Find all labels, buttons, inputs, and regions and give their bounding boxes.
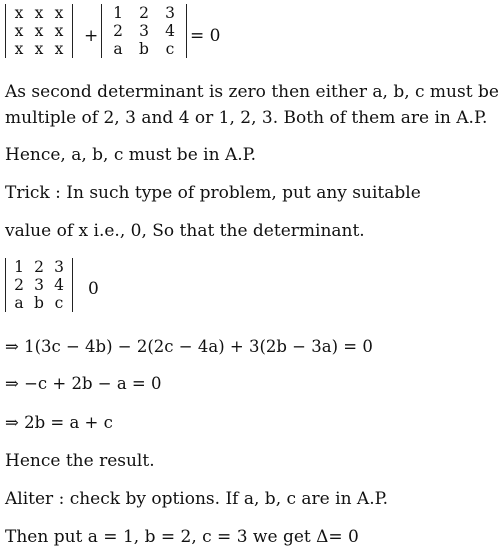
determinant-value: 0 (88, 279, 99, 299)
equation-line: ⇒ 2b = a + c (5, 413, 113, 432)
matrix-cell: x (54, 4, 64, 22)
paragraph-line: value of x i.e., 0, So that the determinant. (5, 221, 365, 241)
matrix-cell: 2 (139, 4, 149, 22)
matrix-cell: c (54, 294, 64, 312)
matrix-cell: x (14, 40, 24, 58)
matrix-cell: b (139, 40, 149, 58)
matrix-cell: x (34, 22, 44, 40)
matrix-cell: 1 (14, 258, 24, 276)
paragraph-line: multiple of 2, 3 and 4 or 1, 2, 3. Both of them are in A.P. (5, 108, 488, 128)
matrix-cell: 4 (54, 276, 64, 294)
plus-sign: + (84, 26, 99, 46)
paragraph-line: Then put a = 1, b = 2, c = 3 we get Δ= 0 (5, 527, 359, 547)
matrix-cell: a (14, 294, 24, 312)
matrix-cell: 3 (139, 22, 149, 40)
determinant-number-matrix (101, 4, 187, 58)
paragraph-line: Hence the result. (5, 451, 155, 471)
paragraph-line: Hence, a, b, c must be in A.P. (5, 145, 257, 165)
determinant-x-matrix (5, 4, 73, 58)
matrix-cell: 4 (165, 22, 175, 40)
matrix-cell: x (14, 4, 24, 22)
equation-line: ⇒ −c + 2b − a = 0 (5, 374, 162, 393)
matrix-cell: x (34, 40, 44, 58)
matrix-cell: 3 (165, 4, 175, 22)
matrix-cell: c (165, 40, 175, 58)
matrix-cell: 1 (113, 4, 123, 22)
matrix-cell: b (34, 294, 44, 312)
equals-zero: = 0 (190, 26, 221, 46)
paragraph-line: As second determinant is zero then either a, b, c must be (5, 82, 499, 102)
matrix-cell: 2 (34, 258, 44, 276)
matrix-cell: 3 (54, 258, 64, 276)
matrix-cell: x (54, 40, 64, 58)
matrix-cell: 3 (34, 276, 44, 294)
matrix-cell: 2 (14, 276, 24, 294)
matrix-cell: 2 (113, 22, 123, 40)
determinant-substituted (5, 258, 73, 312)
matrix-cell: a (113, 40, 123, 58)
paragraph-line: Aliter : check by options. If a, b, c are in A.P. (5, 489, 389, 509)
equation-line: ⇒ 1(3c − 4b) − 2(2c − 4a) + 3(2b − 3a) = 0 (5, 337, 373, 356)
matrix-cell: x (34, 4, 44, 22)
paragraph-line: Trick : In such type of problem, put any suitable (5, 183, 421, 203)
matrix-cell: x (54, 22, 64, 40)
matrix-cell: x (14, 22, 24, 40)
